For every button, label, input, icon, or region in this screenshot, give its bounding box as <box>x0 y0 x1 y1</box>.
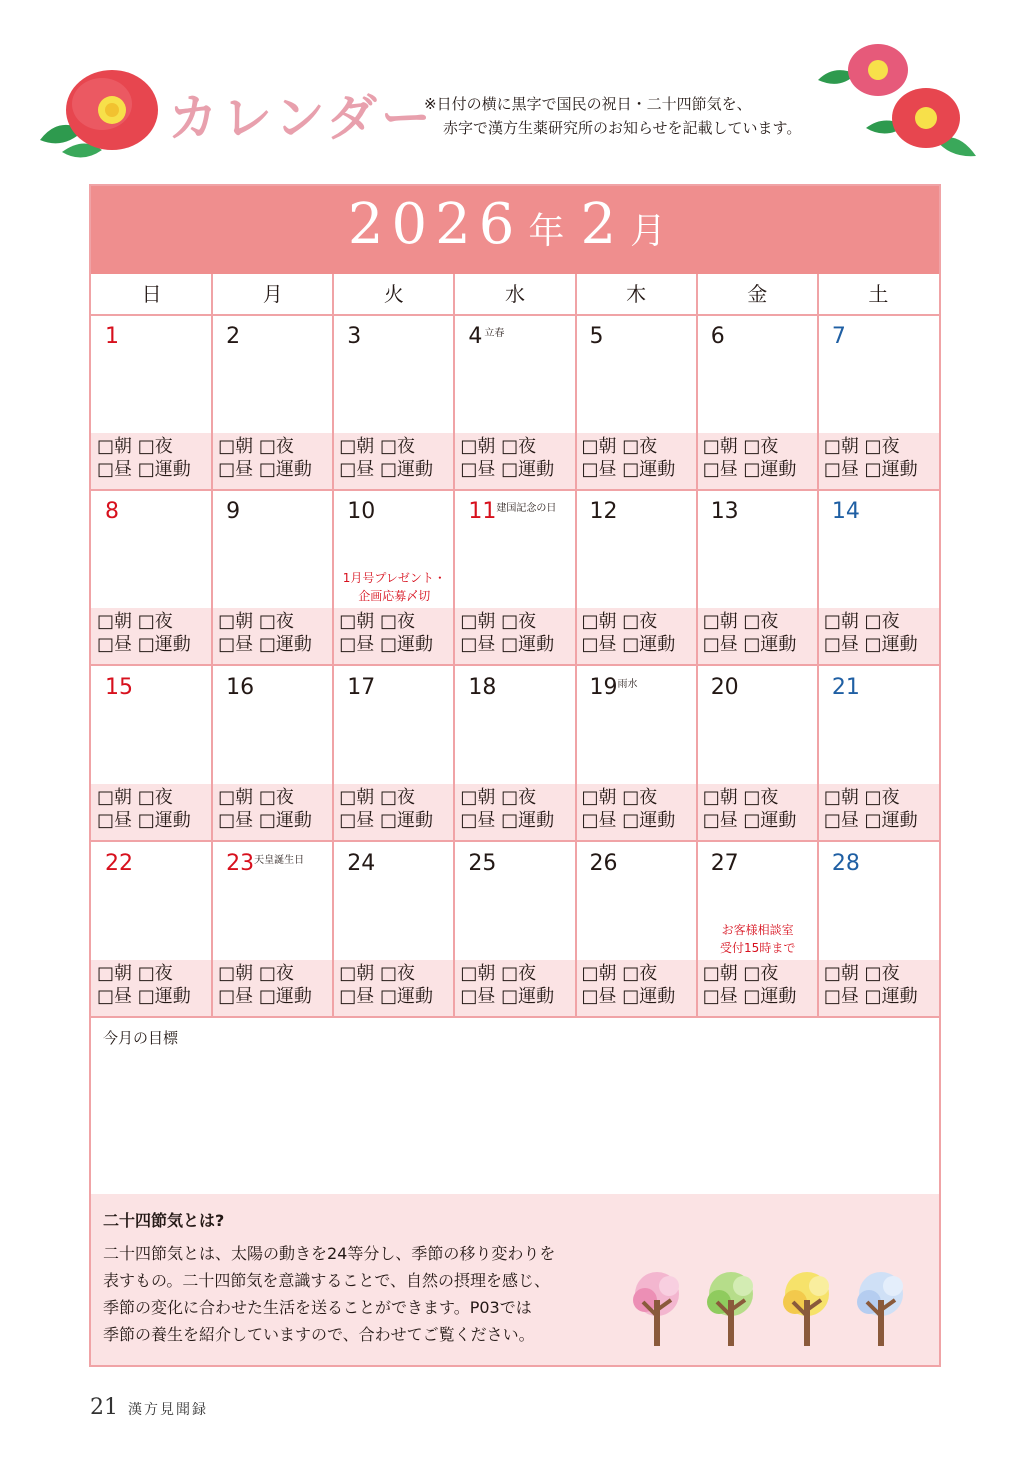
checklist-morning-night[interactable]: □朝 □夜 <box>823 963 900 984</box>
info-line: 二十四節気とは、太陽の動きを24等分し、季節の移り変わりを <box>103 1244 556 1263</box>
daily-checklist[interactable] <box>218 962 312 1008</box>
camellia-left-icon <box>32 66 162 162</box>
daily-checklist[interactable] <box>582 962 676 1008</box>
page-header <box>0 0 1032 180</box>
day-number: 17 <box>347 675 376 700</box>
daily-checklist[interactable] <box>218 435 312 481</box>
daily-checklist[interactable] <box>97 610 191 656</box>
publication-name: 漢方見聞録 <box>128 1402 208 1418</box>
checklist-noon-exercise[interactable]: □昼 □運動 <box>823 459 918 480</box>
day-event-line: 1月号プレゼント・ <box>342 571 446 585</box>
summer-tree-icon <box>707 1272 753 1346</box>
column-divider <box>453 274 455 1016</box>
daily-checklist[interactable] <box>339 435 433 481</box>
checklist-morning-night[interactable]: □朝 □夜 <box>339 611 416 632</box>
day-number: 1 <box>105 324 119 349</box>
day-number: 4 <box>468 324 483 349</box>
day-number: 10 <box>347 499 376 524</box>
checklist-morning-night[interactable]: □朝 □夜 <box>97 787 173 808</box>
checklist-noon-exercise[interactable]: □昼 □運動 <box>460 810 555 831</box>
checklist-noon-exercise[interactable]: □昼 □運動 <box>823 634 918 655</box>
day-number: 16 <box>226 675 255 700</box>
spring-tree-icon <box>633 1272 679 1346</box>
day-observance: 天皇誕生日 <box>254 855 305 866</box>
month-number: 2 <box>580 192 625 257</box>
checklist-morning-night[interactable]: □朝 □夜 <box>339 436 416 457</box>
info-line: 季節の変化に合わせた生活を送ることができます。P03では <box>103 1298 532 1317</box>
day-number: 22 <box>105 851 133 876</box>
page-title: カレンダー <box>168 89 435 147</box>
column-divider <box>696 274 698 1016</box>
day-number: 19 <box>589 675 618 700</box>
weekday-label: 火 <box>383 282 404 306</box>
checklist-noon-exercise[interactable]: □昼 □運動 <box>702 459 797 480</box>
row-divider <box>91 489 939 491</box>
checklist-morning-night[interactable]: □朝 □夜 <box>218 787 294 808</box>
checklist-morning-night[interactable]: □朝 □夜 <box>823 787 900 808</box>
row-divider <box>91 840 939 842</box>
checklist-noon-exercise[interactable]: □昼 □運動 <box>702 986 797 1007</box>
checklist-noon-exercise[interactable]: □昼 □運動 <box>339 810 434 831</box>
checklist-noon-exercise[interactable]: □昼 □運動 <box>702 634 797 655</box>
day-number: 6 <box>710 324 725 349</box>
weekday-label: 日 <box>141 282 162 306</box>
daily-checklist[interactable] <box>582 786 676 832</box>
calendar <box>89 184 941 1367</box>
info-body <box>103 1240 623 1348</box>
checklist-noon-exercise[interactable]: □昼 □運動 <box>460 634 555 655</box>
checklist-noon-exercise[interactable]: □昼 □運動 <box>823 810 918 831</box>
checklist-morning-night[interactable]: □朝 □夜 <box>702 436 779 457</box>
autumn-tree-icon <box>783 1272 829 1346</box>
checklist-noon-exercise[interactable]: □昼 □運動 <box>581 634 676 655</box>
checklist-morning-night[interactable]: □朝 □夜 <box>218 963 294 984</box>
info-box <box>91 1194 939 1365</box>
checklist-noon-exercise[interactable]: □昼 □運動 <box>581 459 676 480</box>
checklist-morning-night[interactable]: □朝 □夜 <box>460 963 537 984</box>
daily-checklist[interactable] <box>339 610 433 656</box>
day-event <box>335 569 453 605</box>
checklist-morning-night[interactable]: □朝 □夜 <box>97 611 173 632</box>
checklist-noon-exercise[interactable]: □昼 □運動 <box>460 986 555 1007</box>
daily-checklist[interactable] <box>97 786 191 832</box>
weekday-header-row <box>91 274 939 316</box>
row-divider <box>91 664 939 666</box>
day-number: 7 <box>831 324 846 349</box>
checklist-morning-night[interactable]: □朝 □夜 <box>218 436 294 457</box>
day-number: 26 <box>589 851 618 876</box>
daily-checklist[interactable] <box>824 962 918 1008</box>
day-number: 8 <box>105 499 119 524</box>
checklist-noon-exercise[interactable]: □昼 □運動 <box>218 810 312 831</box>
checklist-morning-night[interactable]: □朝 □夜 <box>702 963 779 984</box>
weekday-label: 月 <box>262 282 283 306</box>
day-number: 18 <box>468 675 497 700</box>
checklist-morning-night[interactable]: □朝 □夜 <box>460 436 537 457</box>
daily-checklist[interactable] <box>703 610 797 656</box>
checklist-noon-exercise[interactable]: □昼 □運動 <box>97 810 191 831</box>
daily-checklist[interactable] <box>703 962 797 1008</box>
day-event-line: 企画応募〆切 <box>358 589 431 603</box>
month-heading <box>91 192 939 257</box>
seasonal-trees-icon <box>627 1260 917 1350</box>
day-number: 27 <box>710 851 739 876</box>
day-number: 20 <box>710 675 739 700</box>
checklist-morning-night[interactable]: □朝 □夜 <box>339 963 416 984</box>
column-divider <box>332 274 334 1016</box>
day-number: 21 <box>831 675 860 700</box>
weekday-label: 木 <box>626 282 647 306</box>
year-number: 2026 <box>347 192 523 257</box>
checklist-noon-exercise[interactable]: □昼 □運動 <box>339 986 434 1007</box>
checklist-noon-exercise[interactable]: □昼 □運動 <box>339 634 434 655</box>
checklist-noon-exercise[interactable]: □昼 □運動 <box>823 986 918 1007</box>
daily-checklist[interactable] <box>339 962 433 1008</box>
monthly-goal-label: 今月の目標 <box>103 1029 179 1047</box>
checklist-morning-night[interactable]: □朝 □夜 <box>460 611 537 632</box>
day-number: 3 <box>347 324 362 349</box>
daily-checklist[interactable] <box>218 786 312 832</box>
camellia-right-bottom-icon <box>866 84 978 162</box>
info-line: 表すもの。二十四節気を意識することで、自然の摂理を感じ、 <box>103 1271 551 1290</box>
day-observance: 立春 <box>484 328 505 339</box>
checklist-noon-exercise[interactable]: □昼 □運動 <box>218 986 312 1007</box>
checklist-noon-exercise[interactable]: □昼 □運動 <box>339 459 434 480</box>
checklist-noon-exercise[interactable]: □昼 □運動 <box>97 986 191 1007</box>
weekday-label: 金 <box>747 282 768 306</box>
day-event-line: お客様相談室 <box>721 923 794 937</box>
winter-tree-icon <box>857 1272 903 1346</box>
daily-checklist[interactable] <box>339 786 433 832</box>
daily-checklist[interactable] <box>703 786 797 832</box>
checklist-morning-night[interactable]: □朝 □夜 <box>823 611 900 632</box>
checklist-morning-night[interactable]: □朝 □夜 <box>581 436 658 457</box>
day-number: 9 <box>226 499 241 524</box>
daily-checklist[interactable] <box>460 610 554 656</box>
daily-checklist[interactable] <box>582 435 676 481</box>
daily-checklist[interactable] <box>97 962 191 1008</box>
day-number: 28 <box>831 851 860 876</box>
checklist-morning-night[interactable]: □朝 □夜 <box>339 787 416 808</box>
checklist-morning-night[interactable]: □朝 □夜 <box>823 436 900 457</box>
weekday-label: 土 <box>868 282 889 306</box>
header-note-line2: 赤字で漢方生薬研究所のお知らせを記載しています。 <box>443 119 802 137</box>
checklist-noon-exercise[interactable]: □昼 □運動 <box>97 459 191 480</box>
daily-checklist[interactable] <box>824 610 918 656</box>
daily-checklist[interactable] <box>703 435 797 481</box>
checklist-morning-night[interactable]: □朝 □夜 <box>581 963 658 984</box>
daily-checklist[interactable] <box>97 435 191 481</box>
info-line: 季節の養生を紹介していますので、合わせてご覧ください。 <box>103 1325 535 1344</box>
header-note-line1: ※日付の横に黒字で国民の祝日・二十四節気を、 <box>424 95 752 113</box>
column-divider <box>211 274 213 1016</box>
checklist-morning-night[interactable]: □朝 □夜 <box>702 787 779 808</box>
column-divider <box>575 274 577 1016</box>
page-number: 21 <box>90 1395 118 1420</box>
info-title: 二十四節気とは? <box>103 1211 225 1230</box>
column-divider <box>817 274 819 1016</box>
day-number: 24 <box>347 851 376 876</box>
checklist-noon-exercise[interactable]: □昼 □運動 <box>581 986 676 1007</box>
day-number: 15 <box>105 675 133 700</box>
daily-checklist[interactable] <box>824 435 918 481</box>
month-banner <box>91 186 939 274</box>
daily-checklist[interactable] <box>460 962 554 1008</box>
checklist-morning-night[interactable]: □朝 □夜 <box>460 787 537 808</box>
checklist-morning-night[interactable]: □朝 □夜 <box>97 963 173 984</box>
year-unit: 年 <box>528 211 567 252</box>
checklist-noon-exercise[interactable]: □昼 □運動 <box>460 459 555 480</box>
checklist-morning-night[interactable]: □朝 □夜 <box>581 787 658 808</box>
daily-checklist[interactable] <box>582 610 676 656</box>
day-number: 12 <box>589 499 618 524</box>
page-footer <box>90 1395 208 1420</box>
day-number: 23 <box>226 851 255 876</box>
weekday-label: 水 <box>504 282 525 306</box>
day-observance: 雨水 <box>617 679 638 690</box>
month-unit: 月 <box>630 211 669 252</box>
day-number: 11 <box>468 499 497 524</box>
day-number: 25 <box>468 851 497 876</box>
checklist-morning-night[interactable]: □朝 □夜 <box>97 436 173 457</box>
checklist-noon-exercise[interactable]: □昼 □運動 <box>218 459 312 480</box>
day-number: 13 <box>710 499 739 524</box>
daily-checklist[interactable] <box>460 435 554 481</box>
checklist-morning-night[interactable]: □朝 □夜 <box>581 611 658 632</box>
daily-checklist[interactable] <box>824 786 918 832</box>
header-note <box>424 92 801 140</box>
checklist-morning-night[interactable]: □朝 □夜 <box>218 611 294 632</box>
daily-checklist[interactable] <box>460 786 554 832</box>
checklist-morning-night[interactable]: □朝 □夜 <box>702 611 779 632</box>
day-number: 14 <box>831 499 860 524</box>
checklist-noon-exercise[interactable]: □昼 □運動 <box>97 634 191 655</box>
checklist-noon-exercise[interactable]: □昼 □運動 <box>702 810 797 831</box>
day-event-line: 受付15時まで <box>720 941 796 955</box>
day-number: 5 <box>589 324 604 349</box>
day-observance: 建国記念の日 <box>496 503 557 514</box>
row-divider <box>91 1016 939 1018</box>
checklist-noon-exercise[interactable]: □昼 □運動 <box>218 634 312 655</box>
day-number: 2 <box>226 324 241 349</box>
day-event <box>699 921 817 957</box>
daily-checklist[interactable] <box>218 610 312 656</box>
checklist-noon-exercise[interactable]: □昼 □運動 <box>581 810 676 831</box>
